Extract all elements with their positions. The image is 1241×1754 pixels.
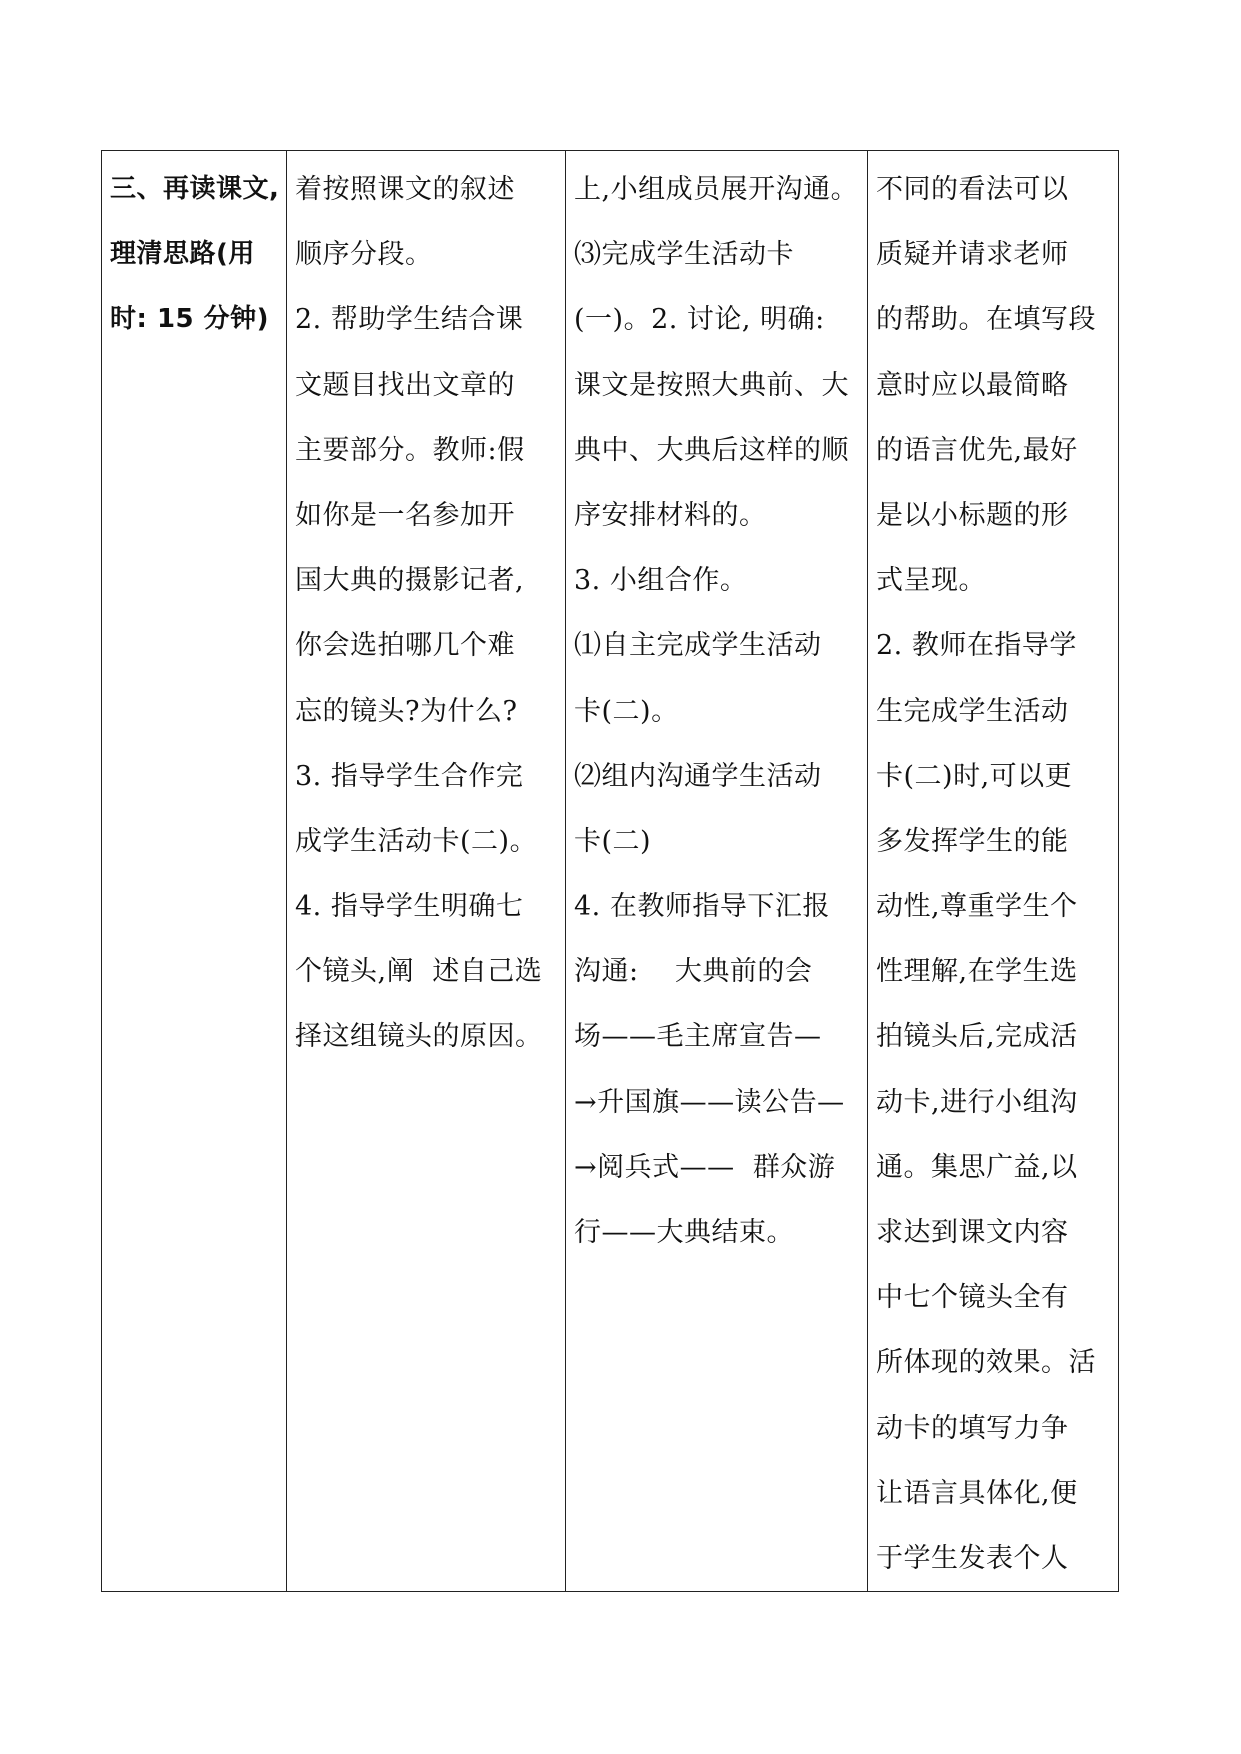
student-activity-cell <box>566 151 868 1592</box>
text-line: 择这组镜头的原因。 <box>295 1021 543 1053</box>
text-line: 卡(二) <box>574 825 652 857</box>
text-line: →阅兵式—— 群众游 <box>574 1151 836 1183</box>
stage-line: 三、再读课文, <box>110 174 280 204</box>
text-line: 是以小标题的形 <box>876 499 1069 531</box>
text-line: 卡(二)时,可以更 <box>876 760 1073 792</box>
text-line: 国大典的摄影记者, <box>295 565 525 597</box>
design-intent-cell <box>868 151 1119 1592</box>
text-line: 成学生活动卡(二)。 <box>295 825 538 857</box>
text-line: (一)。2. 讨论, 明确: <box>574 304 825 336</box>
text-line: 性理解,在学生选 <box>876 956 1078 988</box>
text-line: 求达到课文内容 <box>876 1217 1069 1248</box>
text-line: 多发挥学生的能 <box>876 825 1069 857</box>
text-line: 3. 小组合作。 <box>574 565 748 597</box>
text-line: 文题目找出文章的 <box>295 369 515 401</box>
text-line: 所体现的效果。活 <box>876 1347 1096 1379</box>
text-line: 2. 帮助学生结合课 <box>295 304 524 336</box>
text-line: 动性,尊重学生个 <box>876 891 1078 923</box>
text-line: 个镜头,阐 述自己选 <box>295 956 543 988</box>
lesson-plan-table <box>101 150 1119 1592</box>
text-line: ⑴自主完成学生活动 <box>574 630 822 662</box>
text-line: →升国旗——读公告— <box>574 1086 845 1118</box>
text-line: 顺序分段。 <box>295 239 433 271</box>
text-line: 4. 在教师指导下汇报 <box>574 891 830 923</box>
text-line: 中七个镜头全有 <box>876 1282 1069 1314</box>
text-line: 拍镜头后,完成活 <box>876 1021 1078 1053</box>
text-line: 于学生发表个人 <box>876 1542 1069 1574</box>
table-row <box>102 151 1119 1592</box>
text-line: 3. 指导学生合作完 <box>295 760 524 792</box>
text-line: 卡(二)。 <box>574 695 679 727</box>
text-line: 动卡,进行小组沟 <box>876 1086 1078 1118</box>
stage-line: 时: 15 分钟) <box>110 304 270 335</box>
text-line: ⑵组内沟通学生活动 <box>574 760 822 792</box>
text-line: 的语言优先,最好 <box>876 434 1078 466</box>
text-line: 意时应以最简略 <box>876 369 1069 401</box>
text-line: 的帮助。在填写段 <box>876 304 1096 336</box>
text-line: 上,小组成员展开沟通。 <box>574 174 859 205</box>
text-line: 忘的镜头?为什么? <box>295 695 518 727</box>
text-line: 主要部分。教师:假 <box>295 434 525 466</box>
stage-cell <box>102 151 287 1592</box>
text-line: 序安排材料的。 <box>574 499 767 531</box>
text-line: 沟通: 大典前的会 <box>574 956 813 988</box>
stage-line: 理清思路(用 <box>110 239 255 270</box>
text-line: 着按照课文的叙述 <box>295 174 515 205</box>
text-line: 行——大典结束。 <box>574 1217 794 1248</box>
text-line: 生完成学生活动 <box>876 695 1069 727</box>
text-line: 让语言具体化,便 <box>876 1477 1078 1509</box>
text-line: 如你是一名参加开 <box>295 499 515 531</box>
text-line: 典中、大典后这样的顺 <box>574 434 849 466</box>
text-line: 通。集思广益,以 <box>876 1151 1078 1183</box>
text-line: 质疑并请求老师 <box>876 239 1069 271</box>
text-line: ⑶完成学生活动卡 <box>574 239 794 271</box>
text-line: 动卡的填写力争 <box>876 1412 1069 1444</box>
text-line: 场——毛主席宣告— <box>574 1021 822 1053</box>
text-line: 4. 指导学生明确七 <box>295 891 524 923</box>
text-line: 你会选拍哪几个难 <box>295 630 515 662</box>
text-line: 式呈现。 <box>876 565 986 597</box>
teacher-activity-cell <box>287 151 566 1592</box>
text-line: 不同的看法可以 <box>876 174 1069 205</box>
text-line: 课文是按照大典前、大 <box>574 369 849 401</box>
text-line: 2. 教师在指导学 <box>876 630 1077 662</box>
